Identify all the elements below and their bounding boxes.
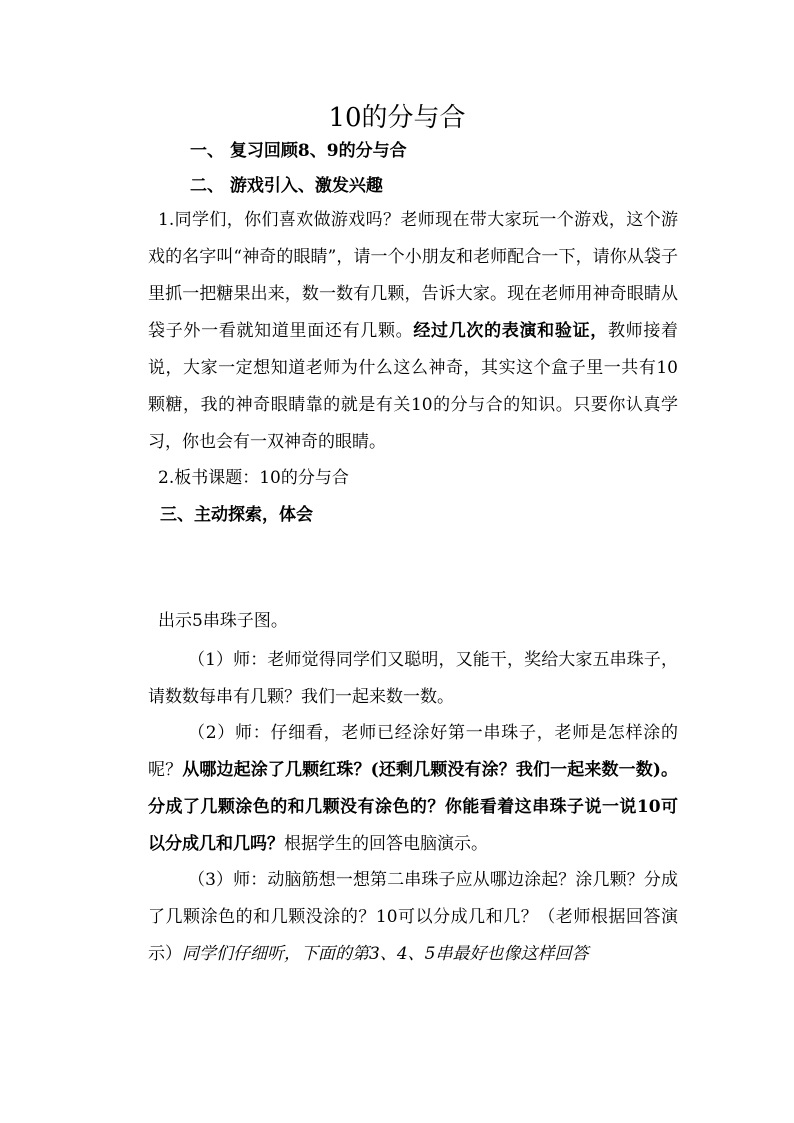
paragraph-game	[148, 202, 678, 461]
paragraph-show-beads: 出示5串珠子图。	[158, 611, 288, 631]
paragraph-step-2-text-bold: 从哪边起涂了几颗红珠？(还剩几颗没有涂？我们一起来数一数)。分成了几颗涂色的和几颗没有涂色的？你能看着这串珠子说一说10可以分成几和几吗？	[148, 760, 679, 854]
document-title: 10的分与合	[328, 103, 466, 133]
paragraph-step-3-text-italic: 同学们仔细听，下面的第3、4、5串最好也像这样回答	[182, 944, 589, 964]
paragraph-step-3-text-a: （3）师：动脑筋想一想第二串珠子应从哪边涂起？涂几颗？分成了几颗涂色的和几颗没涂的？10可以分成几和几？（老师根据回答演示）	[148, 870, 678, 964]
paragraph-board-topic: 2.板书课题：10的分与合	[158, 468, 349, 488]
paragraph-game-text-c: 教师接着说，大家一定想知道老师为什么这么神奇，其实这个盒子里一共有10颗糖，我的神奇眼睛靠的就是有关10的分与合的知识。只要你认真学习，你也会有一双神奇的眼睛。	[148, 321, 679, 452]
paragraph-step-3	[148, 862, 678, 973]
section-heading-game-intro: 二、 游戏引入、激发兴趣	[190, 176, 383, 196]
paragraph-step-1: （1）师：老师觉得同学们又聪明，又能干，奖给大家五串珠子，请数数每串有几颗？我们一起来数一数。	[148, 650, 678, 707]
paragraph-game-text-a: 1.同学们，你们喜欢做游戏吗？老师现在带大家玩一个游戏，这个游戏的名字叫“神奇的眼睛”，请一个小朋友和老师配合一下，请你从袋子里抓一把糖果出来，数一数有几颗，告诉大家。现在老师用神奇眼睛从袋子外一看就知道里面还有几颗。	[148, 210, 678, 341]
section-heading-review: 一、 复习回顾8、9的分与合	[190, 141, 407, 161]
paragraph-step-2-text-c: 根据学生的回答电脑演示。	[284, 834, 488, 854]
paragraph-game-text-bold: 经过几次的表演和验证，	[413, 321, 608, 341]
paragraph-step-2-text-a: （2）师：仔细看，老师已经涂好第一串珠子，老师是怎样涂的呢？	[148, 723, 678, 780]
paragraph-step-2	[148, 715, 678, 863]
section-heading-explore: 三、主动探索，体会	[160, 505, 313, 525]
